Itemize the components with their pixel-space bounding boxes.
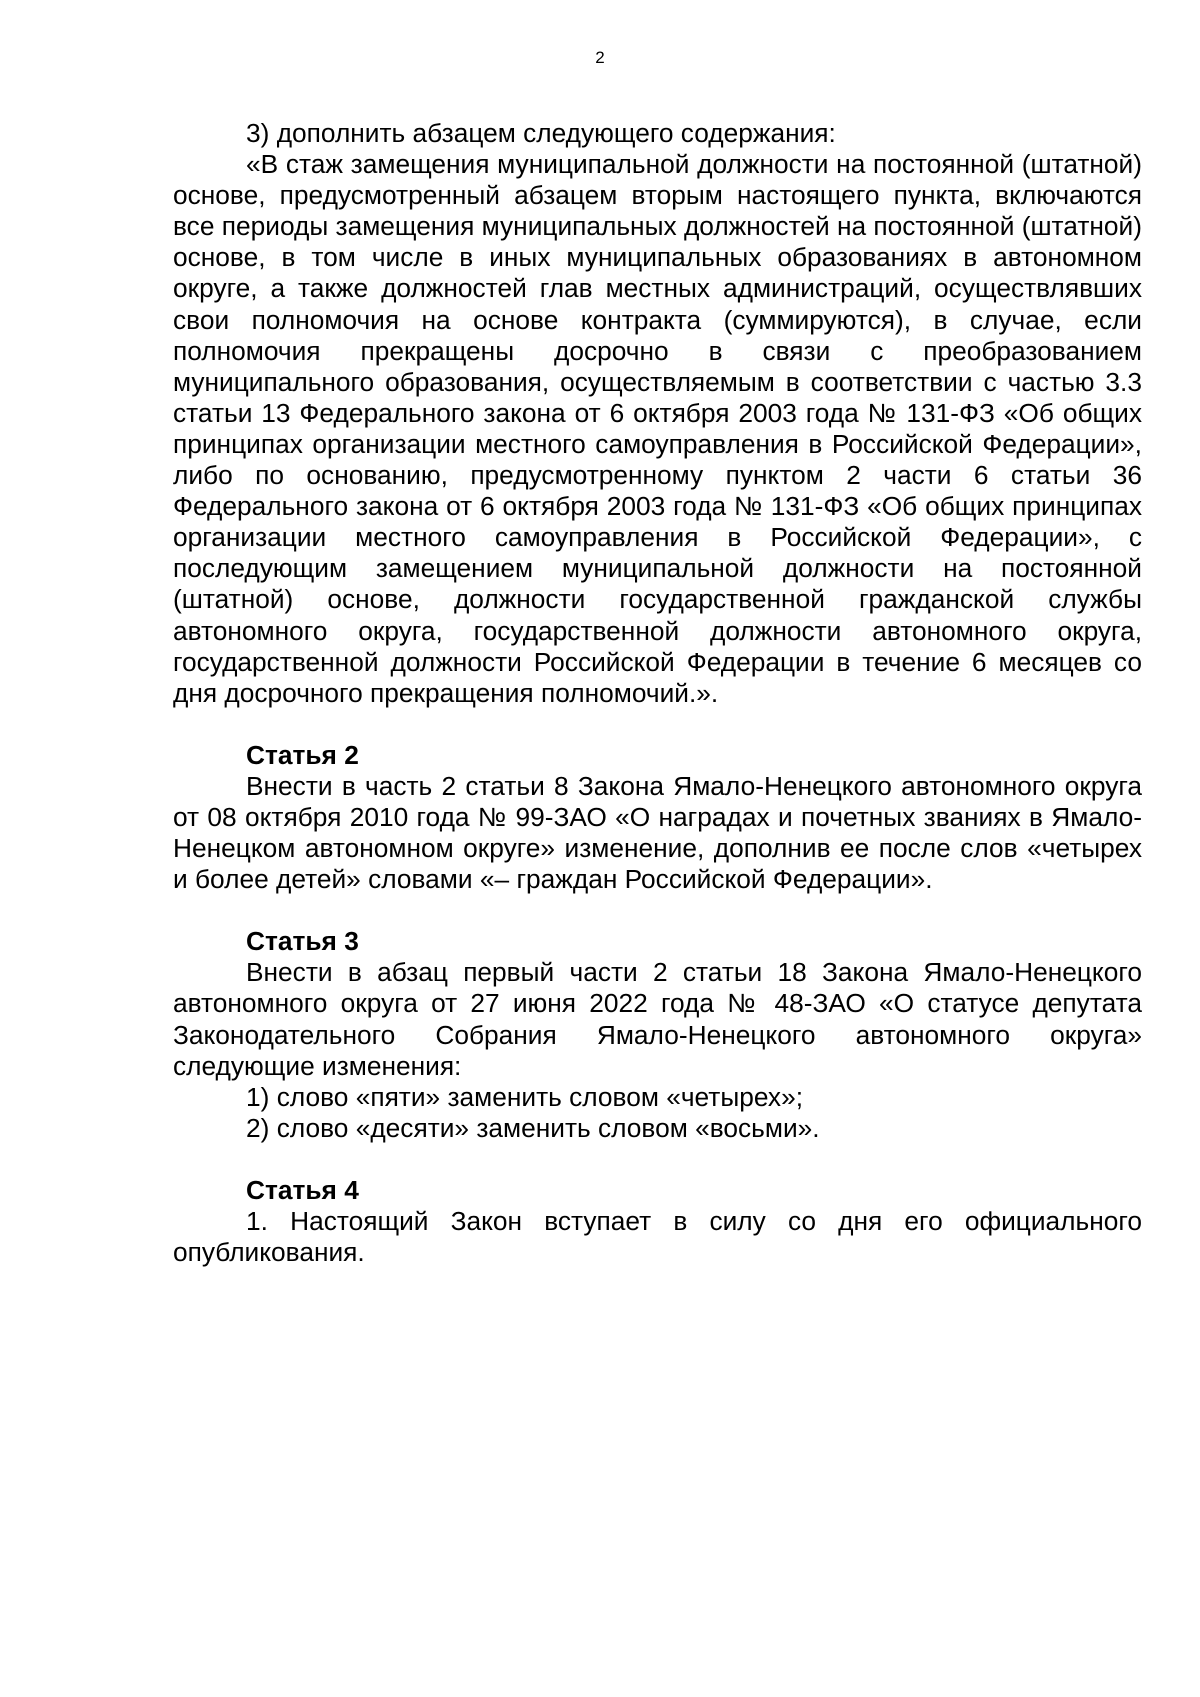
- document-body: [173, 118, 1142, 1268]
- article-3-item-2: 2) слово «десяти» заменить словом «восьми».: [246, 1112, 820, 1143]
- amendment-quote-paragraph: «В стаж замещения муниципальной должности на постоянной (штатной) основе, предусмотренный абзацем вторым настоящего пункта, включаются все периоды замещения муниципальных должностей на постоянной (штатной) основе, в том числе в иных муниципальных образованиях в автономном округе, а также должностей глав местных администраций, осуществлявших свои полномочия на основе контракта (суммируются), в случае, если полномочия прекращены досрочно в связи с преобразованием муниципального образования, осуществляемым в соответствии с частью 3.3 статьи 13 Федерального закона от 6 октября 2003 года № 131-ФЗ «Об общих принципах организации местного самоуправления в Российской Федерации», либо по основанию, предусмотренному пунктом 2 части 6 статьи 36 Федерального закона от 6 октября 2003 года № 131-ФЗ «Об общих принципах организации местного самоуправления в Российской Федерации», с последующим замещением муниципальной должности на постоянной (штатной) основе, должности государственной гражданской службы автономного округа, государственной должности автономного округа, государственной должности Российской Федерации в течение 6 месяцев со дня досрочного прекращения полномочий.».: [173, 149, 1142, 708]
- article-4-text: 1. Настоящий Закон вступает в силу со дня его официального опубликования.: [173, 1206, 1142, 1268]
- article-2-text: Внести в часть 2 статьи 8 Закона Ямало-Ненецкого автономного округа от 08 октября 2010 года № 99-ЗАО «О наградах и почетных званиях в Ямало-Ненецком автономном округе» изменение, дополнив ее после слов «четырех и более детей» словами «– граждан Российской Федерации».: [173, 770, 1142, 895]
- article-3-text: Внести в абзац первый части 2 статьи 18 Закона Ямало-Ненецкого автономного округа от 27 июня 2022 года № 48-ЗАО «О статусе депутата Законодательного Собрания Ямало-Ненецкого автономного округа» следующие изменения:: [173, 957, 1142, 1081]
- amendment-item-3: 3) дополнить абзацем следующего содержания:: [246, 118, 836, 148]
- article-4-heading: Статья 4: [246, 1174, 359, 1205]
- article-3-heading: Статья 3: [246, 926, 359, 957]
- article-2-heading: Статья 2: [246, 739, 359, 770]
- page-number: 2: [595, 48, 605, 67]
- article-3-item-1: 1) слово «пяти» заменить словом «четырех»;: [246, 1081, 803, 1112]
